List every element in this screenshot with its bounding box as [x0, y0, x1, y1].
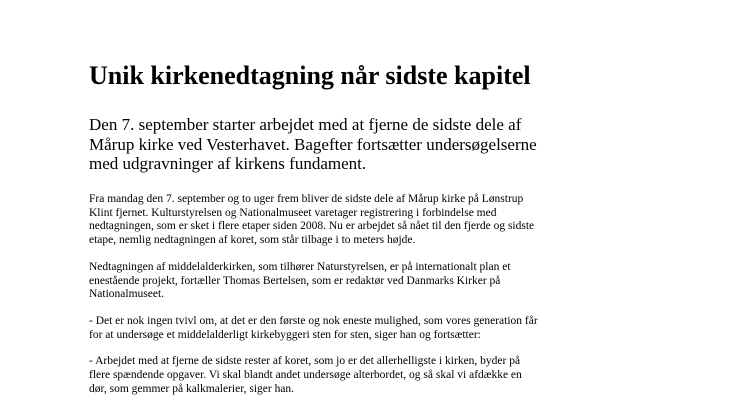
paragraph-line: - Arbejdet med at fjerne de sidste rester af koret, som jo er det allerhelligste i kirken, byder på [89, 355, 521, 368]
lead-line: med udgravninger af kirkens fundament. [89, 154, 367, 173]
body-paragraph [89, 315, 609, 342]
article-title: Unik kirkenedtagning når sidste kapitel [89, 61, 531, 90]
body-paragraph [89, 355, 609, 396]
body-paragraph [89, 193, 609, 248]
paragraph-line: Fra mandag den 7. september og to uger frem bliver de sidste dele af Mårup kirke på Lønstrup [89, 193, 524, 205]
paragraph-line: enestående projekt, fortæller Thomas Bertelsen, som er redaktør ved Danmarks Kirker på [89, 274, 501, 287]
paragraph-line: flere spændende opgaver. Vi skal blandt andet undersøge alterbordet, og så skal vi afdække en [89, 369, 522, 382]
paragraph-line: Nationalmuseet. [89, 288, 165, 301]
paragraph-line: - Det er nok ingen tvivl om, at det er den første og nok eneste mulighed, som vores generation får [89, 314, 538, 327]
article-body [89, 193, 609, 409]
article-lead [89, 115, 609, 174]
paragraph-line: Nedtagningen af middelalderkirken, som tilhører Naturstyrelsen, er på internationalt plan et [89, 260, 511, 273]
lead-line: Mårup kirke ved Vesterhavet. Bagefter fortsætter undersøgelserne [89, 134, 537, 154]
paragraph-line: etape, nemlig nedtagningen af koret, som står tilbage i to meters højde. [89, 234, 416, 247]
paragraph-line: dør, som gemmer på kalkmalerier, siger han. [89, 382, 295, 395]
body-paragraph [89, 261, 609, 302]
paragraph-line: for at undersøge et middelalderligt kirkebyggeri sten for sten, siger han og fortsætter: [89, 328, 481, 341]
lead-line: Den 7. september starter arbejdet med at fjerne de sidste dele af [89, 115, 522, 134]
paragraph-line: nedtagningen, som er sket i flere etaper siden 2008. Nu er arbejdet så nået til den fjerde og sidste [89, 220, 535, 233]
paragraph-line: Klint fjernet. Kulturstyrelsen og Nationalmuseet varetager registrering i forbindelse med [89, 206, 497, 219]
